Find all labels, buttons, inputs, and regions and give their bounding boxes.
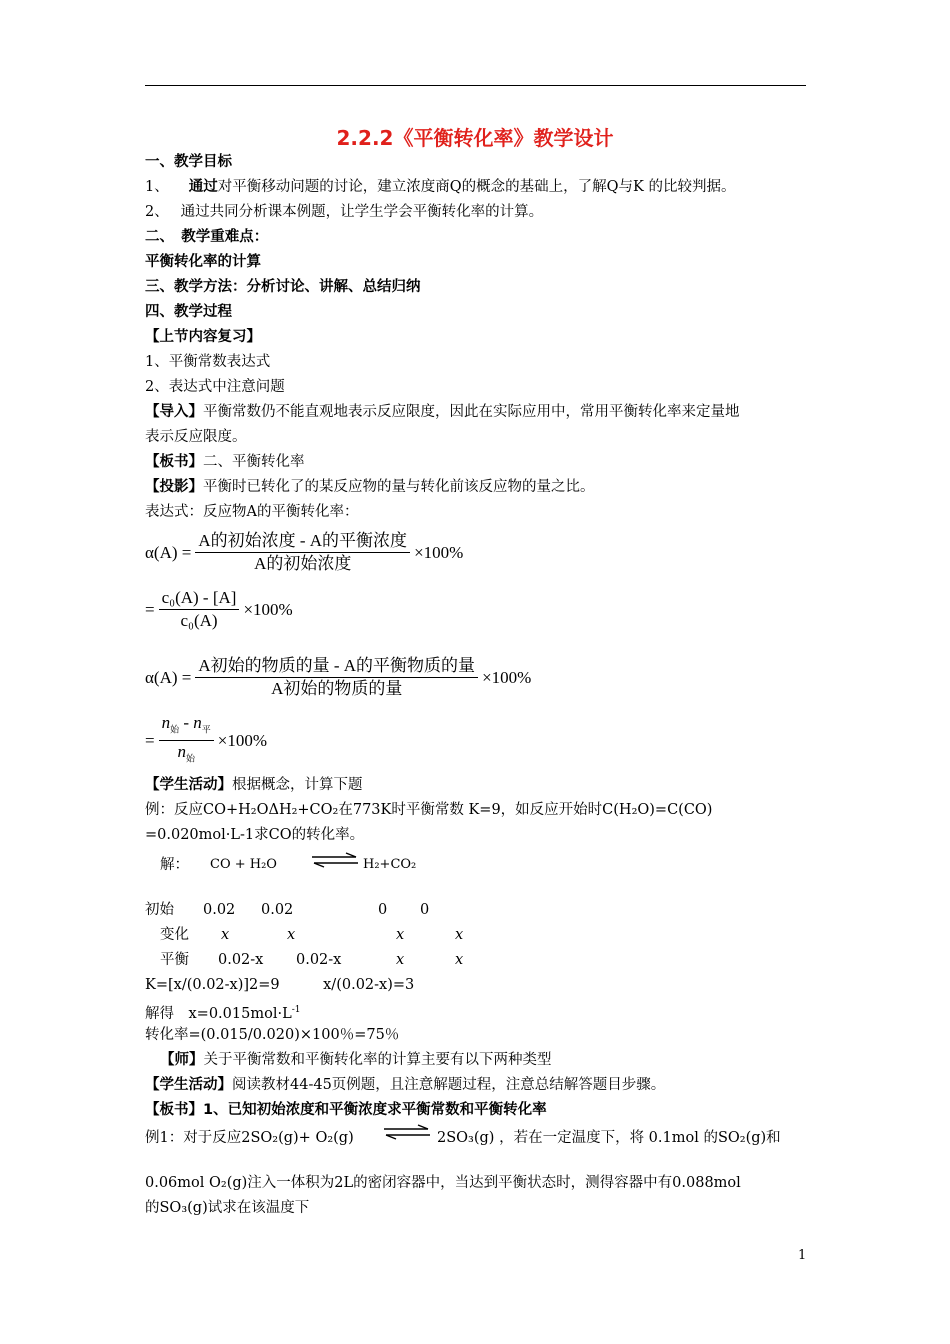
n-symbol: n xyxy=(161,713,171,732)
formula-1-lhs: α(A) = xyxy=(145,542,192,562)
board-note-1 xyxy=(145,453,305,471)
table-cell: x xyxy=(396,927,405,943)
student-activity-2 xyxy=(145,1076,665,1094)
solution-reactants: CO + H₂O xyxy=(210,857,277,872)
formula-2 xyxy=(145,587,293,632)
example-1-right: 2SO₃(g) ，若在一定温度下，将 0.1mol 的SO₂(g)和 xyxy=(437,1130,781,1146)
table-cell: 0.02-x xyxy=(296,952,342,968)
teacher-tag: 【师】 xyxy=(160,1052,204,1068)
example-line-1: 例：反应CO+H₂OΔH₂+CO₂在773K时平衡常数 K=9，如反应开始时C(H₂O)=C(CO) xyxy=(145,802,713,818)
table-cell: x xyxy=(455,927,464,943)
section-3-heading: 三、教学方法：分析讨论、讲解、总结归纳 xyxy=(145,279,421,295)
section-1-heading: 一、教学目标 xyxy=(145,154,232,170)
table-row-initial-label: 初始 xyxy=(145,902,174,918)
table-cell: 0.02 xyxy=(261,902,294,918)
n-symbol: n xyxy=(177,742,186,762)
goal-item-1-bold: 通过 xyxy=(188,179,218,195)
formula-3-lhs: α(A) = xyxy=(145,667,192,687)
page-number: 1 xyxy=(798,1248,807,1263)
example-line-2: =0.020mol·L-1求CO的转化率。 xyxy=(145,827,365,843)
solution-products: H₂+CO₂ xyxy=(363,857,417,872)
table-cell: x xyxy=(221,927,230,943)
formula-3 xyxy=(145,655,531,700)
formula-1-tail: ×100% xyxy=(414,542,464,562)
activity-tag: 【学生活动】 xyxy=(145,1077,232,1093)
review-heading: 【上节内容复习】 xyxy=(145,329,261,345)
activity-text: 阅读教材44-45页例题，且注意解题过程，注意总结解答题目步骤。 xyxy=(232,1077,666,1093)
subscript-equilibrium: 平 xyxy=(201,724,211,735)
formula-1 xyxy=(145,530,463,575)
board-text: 二、平衡转化率 xyxy=(203,454,305,470)
projection-note xyxy=(145,478,595,496)
table-row-change-label: 变化 xyxy=(160,927,189,943)
formula-4-denominator xyxy=(174,741,198,769)
minus-sign: - xyxy=(179,713,194,732)
expression-label: 表达式：反应物A的平衡转化率： xyxy=(145,504,359,520)
intro-text: 平衡常数仍不能直观地表示反应限度，因此在实际应用中，常用平衡转化率来定量地 xyxy=(203,404,740,420)
section-4-heading: 四、教学过程 xyxy=(145,304,232,320)
activity-tag: 【学生活动】 xyxy=(145,777,232,793)
equilibrium-arrows-icon xyxy=(382,1124,432,1140)
intro-line-1 xyxy=(145,403,740,421)
table-cell: x xyxy=(287,927,296,943)
projection-tag: 【投影】 xyxy=(145,479,203,495)
section-2-heading: 二、 教学重难点： xyxy=(145,229,269,245)
solve-text: 解得 x=0.015mol·L xyxy=(145,1005,292,1022)
formula-3-tail: ×100% xyxy=(482,667,532,687)
subscript-start: 始 xyxy=(185,753,195,764)
example-1-left: 例1：对于反应2SO₂(g)+ O₂(g) xyxy=(145,1130,354,1146)
board-note-2: 【板书】1、已知初始浓度和平衡浓度求平衡常数和平衡转化率 xyxy=(145,1102,547,1118)
teacher-text: 关于平衡常数和平衡转化率的计算主要有以下两种类型 xyxy=(203,1052,552,1068)
goal-item-1-number: 1、 xyxy=(145,179,169,195)
goal-item-1-text: 对平衡移动问题的讨论，建立浓度商Q的概念的基础上，了解Q与K 的比较判据。 xyxy=(217,179,736,195)
section-2-body: 平衡转化率的计算 xyxy=(145,254,261,270)
solution-label: 解： xyxy=(160,857,189,873)
goal-item-1 xyxy=(145,178,735,196)
equilibrium-arrows-icon xyxy=(310,852,360,868)
header-rule xyxy=(145,85,806,86)
example-1-line-2: 0.06mol O₂(g)注入一体积为2L的密闭容器中，当达到平衡状态时，测得容器中有0.088mol xyxy=(145,1175,741,1191)
formula-2-denominator: c₀(A) xyxy=(180,611,218,630)
formula-2-tail: ×100% xyxy=(243,599,293,619)
formula-3-numerator: A初始的物质的量 - A的平衡物质的量 xyxy=(195,655,478,678)
review-item-1: 1、平衡常数表达式 xyxy=(145,354,271,370)
formula-1-numerator: A的初始浓度 - A的平衡浓度 xyxy=(195,530,410,553)
formula-4-tail: ×100% xyxy=(217,730,268,750)
conversion-result: 转化率=(0.015/0.020)×100％=75％ xyxy=(145,1027,400,1043)
review-item-2: 2、表达式中注意问题 xyxy=(145,379,285,395)
table-cell: x xyxy=(455,952,464,968)
intro-tag: 【导入】 xyxy=(145,404,203,420)
solve-line xyxy=(145,1001,300,1023)
formula-2-numerator: c₀(A) - [A] xyxy=(159,587,240,610)
intro-line-2: 表示反应限度。 xyxy=(145,429,247,445)
formula-4-lhs: = xyxy=(145,730,155,750)
projection-text: 平衡时已转化了的某反应物的量与转化前该反应物的量之比。 xyxy=(203,479,595,495)
example-1-line-3: 的SO₃(g)试求在该温度下 xyxy=(145,1200,310,1216)
formula-4 xyxy=(145,712,267,770)
student-activity-1 xyxy=(145,776,363,794)
formula-1-denominator: A的初始浓度 xyxy=(254,554,352,573)
board-tag: 【板书】 xyxy=(145,454,203,470)
k-equation: K=[x/(0.02-x)]2=9 x/(0.02-x)=3 xyxy=(145,977,415,993)
teacher-note xyxy=(160,1051,552,1069)
table-cell: x xyxy=(396,952,405,968)
formula-4-numerator xyxy=(159,712,214,741)
page-title: 2.2.2《平衡转化率》教学设计 xyxy=(336,126,614,150)
table-cell: 0 xyxy=(378,902,388,918)
unit-exponent: -1 xyxy=(291,1005,301,1015)
table-cell: 0.02-x xyxy=(218,952,264,968)
goal-item-2: 2、 通过共同分析课本例题，让学生学会平衡转化率的计算。 xyxy=(145,204,544,220)
n-symbol: n xyxy=(193,713,202,732)
table-cell: 0.02 xyxy=(203,902,236,918)
formula-2-lhs: = xyxy=(145,599,155,619)
formula-3-denominator: A初始的物质的量 xyxy=(271,679,403,698)
subscript-start: 始 xyxy=(170,724,180,735)
table-cell: 0 xyxy=(420,902,430,918)
table-row-equilibrium-label: 平衡 xyxy=(160,952,189,968)
activity-text: 根据概念，计算下题 xyxy=(232,777,363,793)
